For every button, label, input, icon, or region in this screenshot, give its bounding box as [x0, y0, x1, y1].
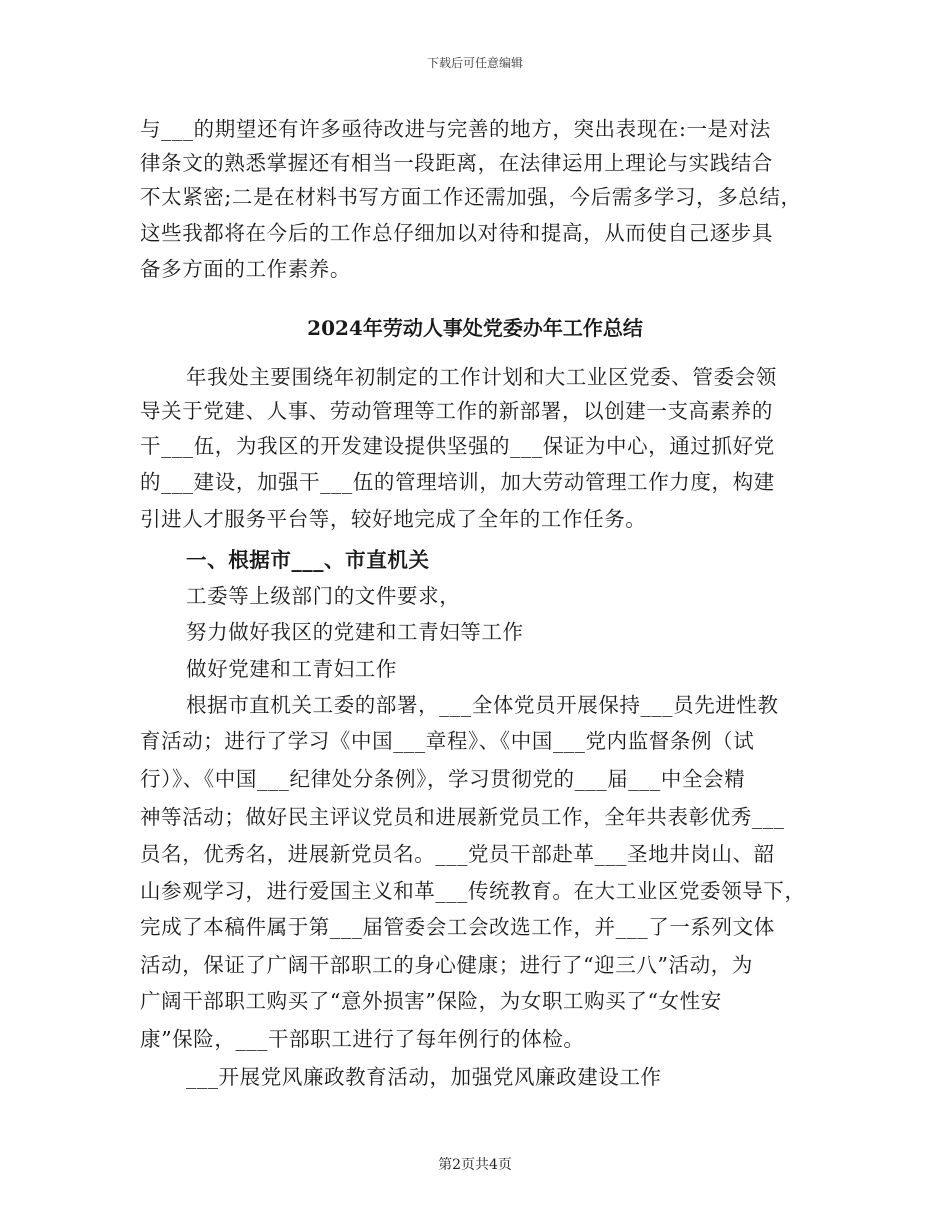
intro-line-3: 不太紧密;二是在材料书写方面工作还需加强，今后需多学习，多总结，	[140, 185, 802, 209]
intro-line-1: 与___的期望还有许多亟待改进与完善的地方，突出表现在:一是对法	[140, 117, 771, 141]
para2-line-6: 山参观学习，进行爱国主义和革___传统教育。在大工业区党委领导下，	[140, 879, 806, 903]
para1-line-1: 年我处主要围绕年初制定的工作计划和大工业区党委、管委会领	[186, 365, 777, 389]
intro-line-2: 律条文的熟悉掌握还有相当一段距离，在法律运用上理论与实践结合	[140, 151, 773, 175]
para2-line-1: 根据市直机关工委的部署，___全体党员开展保持___员先进性教	[186, 693, 779, 717]
para1-line-4: 的___建设，加强干___伍的管理培训，加大劳动管理工作力度，构建	[140, 470, 775, 494]
para2-line-9: 广阔干部职工购买了“意外损害”保险，为女职工购买了“女性安	[140, 989, 722, 1013]
para2-line-4: 神等活动；做好民主评议党员和进展新党员工作，全年共表彰优秀___	[140, 805, 785, 829]
intro-line-4: 这些我都将在今后的工作总仔细加以对待和提高，从而使自己逐步具	[140, 221, 773, 245]
para2-line-8: 活动，保证了广阔干部职工的身心健康；进行了“迎三八”活动，为	[140, 953, 753, 977]
document-title: 2024年劳动人事处党委办年工作总结	[307, 316, 643, 340]
page-number: 第2页共4页	[438, 1157, 512, 1173]
sub-line-2: 努力做好我区的党建和工青妇等工作	[186, 620, 524, 644]
para1-line-2: 导关于党建、人事、劳动管理等工作的新部署，以创建一支高素养的	[140, 399, 773, 423]
para2-line-7: 完成了本稿件属于第___届管委会工会改选工作，并___了一系列文体	[140, 915, 775, 939]
para1-line-3: 干___伍，为我区的开发建设提供坚强的___保证为中心，通过抓好党	[140, 434, 775, 458]
para1-line-5: 引进人才服务平台等，较好地完成了全年的工作任务。	[140, 507, 647, 531]
sub-line-3: 做好党建和工青妇工作	[186, 657, 397, 681]
para2-line-3: 行）》、《中国___纪律处分条例》，学习贯彻党的___届___中全会精	[140, 767, 746, 791]
para2-line-2: 育活动；进行了学习《中国___章程》、《中国___党内监督条例（试	[140, 729, 755, 753]
section-1-heading: 一、根据市___、市直机关	[186, 548, 430, 572]
para2-line-10: 康”保险，___干部职工进行了每年例行的体检。	[140, 1027, 585, 1051]
intro-line-5: 备多方面的工作素养。	[140, 257, 351, 281]
para2-line-5: 员名，优秀名，进展新党员名。___党员干部赴革___圣地井岗山、韶	[140, 842, 775, 866]
sub-line-1: 工委等上级部门的文件要求，	[186, 584, 461, 608]
last-line: ___开展党风廉政教育活动，加强党风廉政建设工作	[186, 1065, 662, 1089]
page-header-note: 下载后可任意编辑	[426, 56, 523, 70]
